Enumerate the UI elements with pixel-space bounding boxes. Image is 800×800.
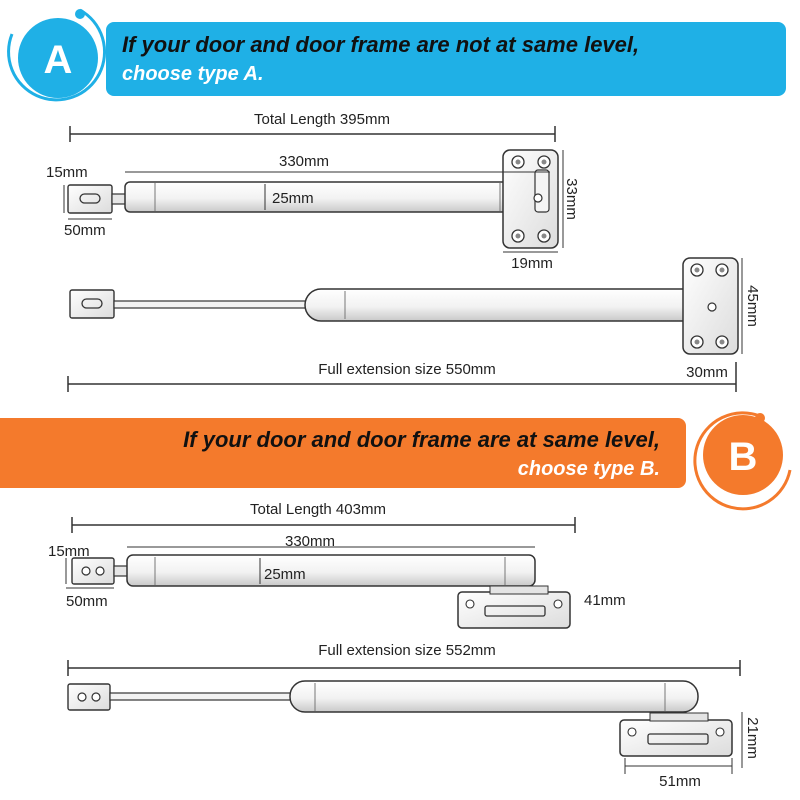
b-ext-mount-width-label: 51mm	[659, 773, 701, 790]
b-wall-bracket	[72, 558, 114, 584]
section-b-badge	[695, 413, 790, 509]
a-ext-plate-width-label: 30mm	[686, 364, 728, 381]
b-ext-wall-bracket	[68, 684, 110, 710]
a-ext-rod	[114, 301, 310, 308]
a-body-length-label: 330mm	[278, 153, 330, 170]
a-body-diameter-label: 25mm	[272, 190, 314, 207]
section-a	[9, 9, 786, 392]
b-ext-rod	[110, 693, 296, 700]
b-frame-mount	[458, 592, 570, 628]
a-ext-wall-bracket	[70, 290, 114, 318]
section-a-badge	[9, 9, 105, 100]
section-b	[0, 413, 790, 790]
a-bracket-width-label: 50mm	[64, 222, 106, 239]
closer-b-extended	[68, 681, 732, 756]
b-ext-mount-height-label: 21mm	[744, 717, 761, 759]
section-a-badge-letter: A	[43, 38, 73, 82]
closer-a-extended	[70, 258, 738, 354]
a-ext-cylinder	[305, 289, 720, 321]
b-ext-frame-mount	[620, 720, 732, 756]
b-total-length-label: Total Length 403mm	[250, 501, 386, 518]
closer-b-retracted	[72, 555, 570, 628]
a-plate-width-label: 19mm	[511, 255, 553, 272]
b-mount-width-label: 41mm	[584, 592, 626, 609]
section-b-badge-letter: B	[728, 435, 758, 479]
a-total-length-label: Total Length 395mm	[254, 111, 390, 128]
a-cylinder	[125, 182, 550, 212]
a-full-extension-label: Full extension size 550mm	[318, 361, 496, 378]
b-bracket-width-label: 50mm	[66, 593, 108, 610]
section-b-heading-line2: choose type B.	[517, 458, 660, 480]
a-wall-bracket	[68, 185, 112, 213]
b-ext-cylinder	[290, 681, 698, 712]
a-bracket-height-label: 15mm	[46, 164, 88, 181]
b-bracket-height-label: 15mm	[48, 543, 90, 560]
b-body-length-label: 330mm	[284, 533, 336, 550]
section-b-heading-line1: If your door and door frame are at same level,	[183, 427, 660, 452]
b-full-extension-label: Full extension size 552mm	[318, 642, 496, 659]
a-ext-plate-height-label: 45mm	[744, 285, 761, 327]
b-cylinder	[127, 555, 535, 586]
section-a-heading-line1: If your door and door frame are not at same level,	[122, 32, 640, 57]
a-plate-height-label: 33mm	[563, 178, 580, 220]
section-a-heading-line2: choose type A.	[122, 63, 264, 85]
b-body-diameter-label: 25mm	[264, 566, 306, 583]
